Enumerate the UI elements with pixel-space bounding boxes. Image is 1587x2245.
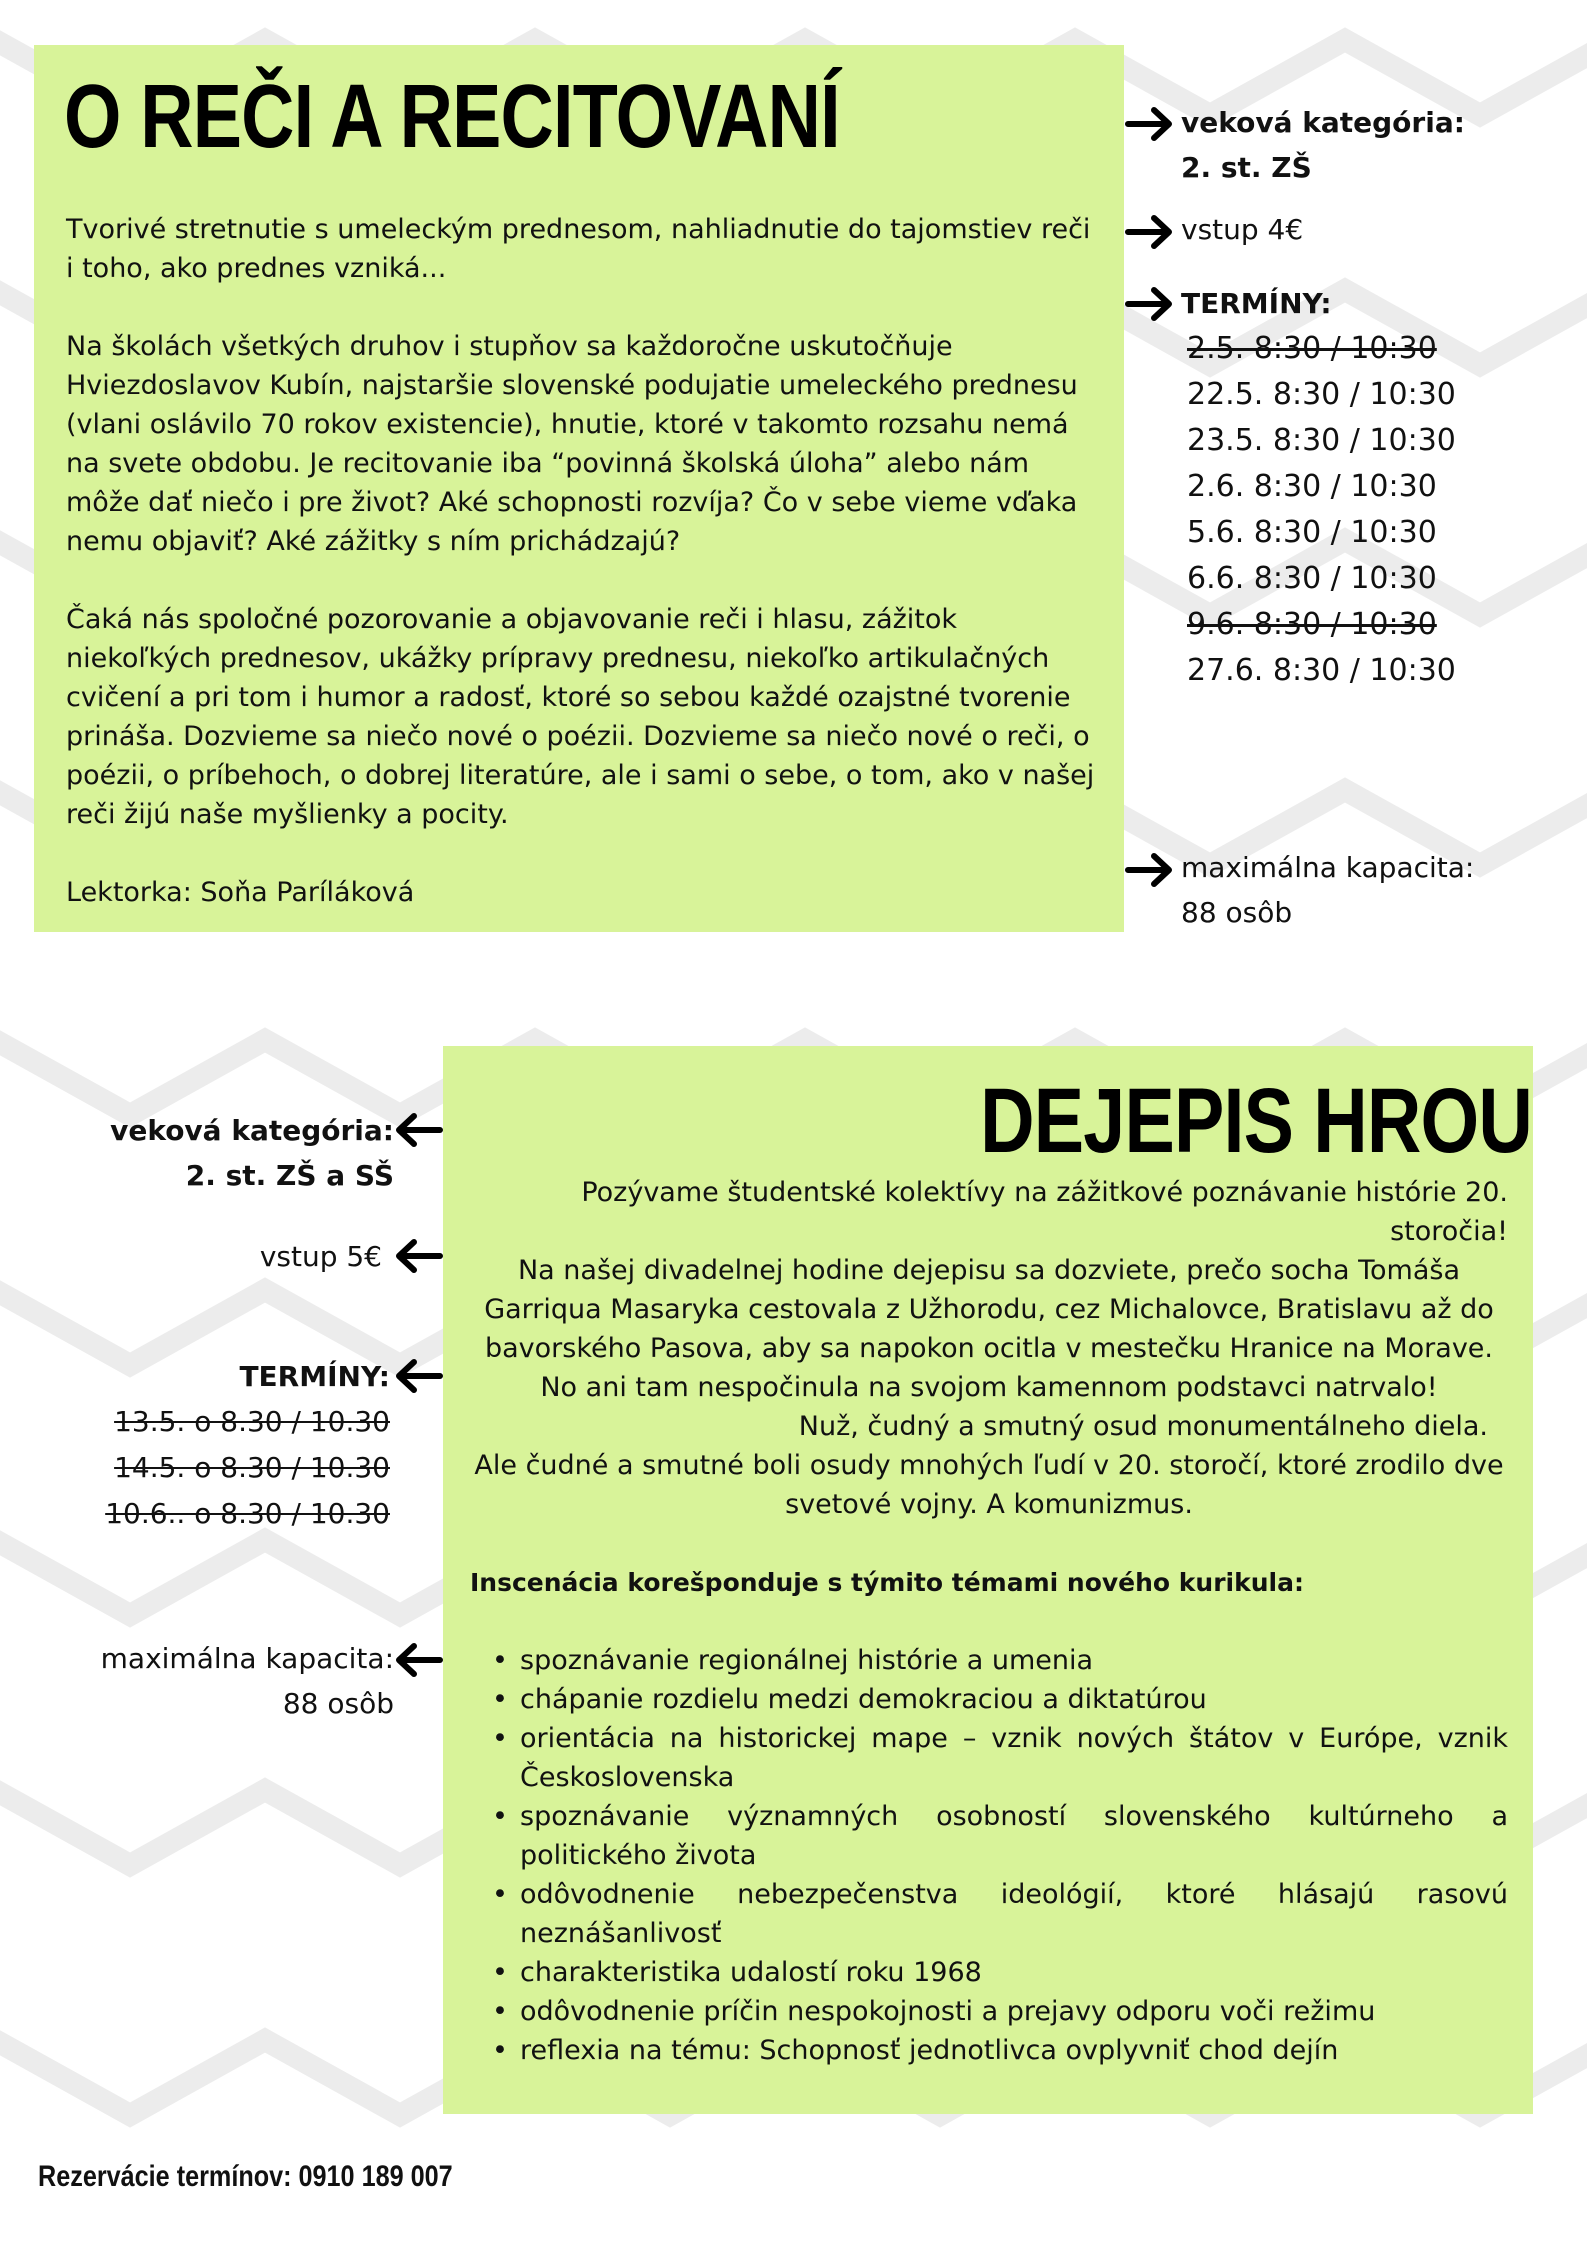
section1-paragraph: Tvorivé stretnutie s umeleckým prednesom, nahliadnutie do tajomstiev reči i toho, ako prednes vzniká... (66, 214, 1091, 284)
arrow-left-icon (392, 1356, 444, 1396)
arrow-right-icon (1124, 212, 1176, 252)
capacity-label: maximálna kapacita: (100, 1642, 394, 1675)
section2-dates (60, 1354, 390, 1537)
section1-paragraph: Čaká nás spoločné pozorovanie a objavovanie reči i hlasu, zážitok niekoľkých prednesov, ukážky prípravy prednesu, niekoľko artikulačných cvičení a pri tom i humor a radosť, ktoré so sebou každé ozajstné tvorenie prináša. Dozvieme sa niečo nové o poézii. Dozvieme sa niečo nové o reči, o poézii, o príbehoch, o dobrej literatúre, ale i sami o sebe, o tom, ako v našej reči žijú naše myšlienky a pocity. (66, 604, 1095, 830)
age-value: 2. st. ZŠ (1181, 151, 1312, 184)
topic-item: • orientácia na historickej mape – vznik nových štátov v Európe, vznik Československa (470, 1719, 1508, 1797)
age-label: veková kategória: (110, 1114, 394, 1147)
lecturer: Lektorka: Soňa Paríláková (66, 877, 415, 908)
arrow-left-icon (392, 1640, 444, 1680)
section2-entry-fee: vstup 5€ (259, 1240, 382, 1273)
arrow-right-icon (1124, 850, 1176, 890)
dates-list (60, 1399, 390, 1537)
reservation-phone: Rezervácie termínov: 0910 189 007 (38, 2160, 453, 2193)
date-item: 14.5. o 8.30 / 10.30 (114, 1451, 390, 1484)
arrow-right-icon (1124, 284, 1176, 324)
date-item: 23.5. 8:30 / 10:30 (1187, 423, 1456, 458)
topic-item: • chápanie rozdielu medzi demokraciou a diktatúrou (470, 1680, 1508, 1719)
section1-capacity (1181, 845, 1474, 935)
section1-title: O REČI A RECITOVANÍ (64, 67, 840, 167)
topic-item: • odôvodnenie príčin nespokojnosti a prejavy odporu voči režimu (470, 1992, 1508, 2031)
dates-label: TERMÍNY: (239, 1360, 390, 1393)
section2-description (470, 1173, 1508, 2070)
topic-item: • spoznávanie významných osobností slovenského kultúrneho a politického života (470, 1797, 1508, 1875)
section2-capacity (60, 1636, 394, 1726)
age-value: 2. st. ZŠ a SŠ (185, 1159, 394, 1192)
section1-description (66, 210, 1106, 951)
capacity-value: 88 osôb (1181, 896, 1293, 929)
section2-age-category (60, 1108, 394, 1198)
section2-line: Na našej divadelnej hodine dejepisu sa dozviete, prečo socha Tomáša Garriqua Masaryka cestovala z Užhorodu, cez Michalovce, Bratislavu až do bavorského Pasova, aby sa napokon ocitla v mestečku Hranice na Morave. No ani tam nespočinula na svojom kamennom podstavci natrvalo! (484, 1255, 1494, 1403)
section2-line: Nuž, čudný a smutný osud monumentálneho diela. (798, 1411, 1488, 1442)
section2-line: Pozývame študentské kolektívy na zážitkové poznávanie histórie 20. storočia! (581, 1177, 1508, 1247)
section1-age-category (1181, 100, 1465, 190)
section2-line: Ale čudné a smutné boli osudy mnohých ľudí v 20. storočí, ktoré zrodilo dve svetové vojny. A komunizmus. (474, 1450, 1504, 1520)
topic-item: • odôvodnenie nebezpečenstva ideológií, ktoré hlásajú rasovú neznášanlivosť (470, 1875, 1508, 1953)
date-item: 6.6. 8:30 / 10:30 (1187, 561, 1437, 596)
arrow-left-icon (392, 1110, 444, 1150)
section2-title: DEJEPIS HROU (980, 1070, 1532, 1172)
date-item: 22.5. 8:30 / 10:30 (1187, 377, 1456, 412)
section1-dates (1181, 281, 1456, 694)
topics-list (470, 1641, 1508, 2070)
capacity-value: 88 osôb (282, 1687, 394, 1720)
age-label: veková kategória: (1181, 106, 1465, 139)
date-item: 10.6.. o 8.30 / 10.30 (105, 1497, 390, 1530)
date-item: 2.6. 8:30 / 10:30 (1187, 469, 1437, 504)
topic-item: • reflexia na tému: Schopnosť jednotlivca ovplyvniť chod dejín (470, 2031, 1508, 2070)
topic-item: • charakteristika udalostí roku 1968 (470, 1953, 1508, 1992)
arrow-left-icon (392, 1236, 444, 1276)
date-item: 2.5. 8:30 / 10:30 (1187, 331, 1437, 366)
dates-list (1187, 326, 1456, 694)
date-item: 27.6. 8:30 / 10:30 (1187, 653, 1456, 688)
dates-label: TERMÍNY: (1181, 287, 1332, 320)
date-item: 13.5. o 8.30 / 10.30 (114, 1405, 390, 1438)
arrow-right-icon (1124, 104, 1176, 144)
date-item: 9.6. 8:30 / 10:30 (1187, 607, 1437, 642)
section1-paragraph: Na školách všetkých druhov i stupňov sa každoročne uskutočňuje Hviezdoslavov Kubín, najstaršie slovenské podujatie umeleckého prednesu (vlani oslávilo 70 rokov existencie), hnutie, ktoré v takomto rozsahu nemá na svete obdobu. Je recitovanie iba “povinná školská úloha” alebo nám môže dať niečo i pre život? Aké schopnosti rozvíja? Čo v sebe vieme vďaka nemu objaviť? Aké zážitky s ním prichádzajú? (66, 331, 1078, 557)
topic-item: • spoznávanie regionálnej histórie a umenia (470, 1641, 1508, 1680)
topics-heading: Inscenácia korešponduje s týmito témami nového kurikula: (470, 1568, 1304, 1597)
capacity-label: maximálna kapacita: (1181, 851, 1475, 884)
date-item: 5.6. 8:30 / 10:30 (1187, 515, 1437, 550)
section1-entry-fee: vstup 4€ (1181, 213, 1304, 246)
